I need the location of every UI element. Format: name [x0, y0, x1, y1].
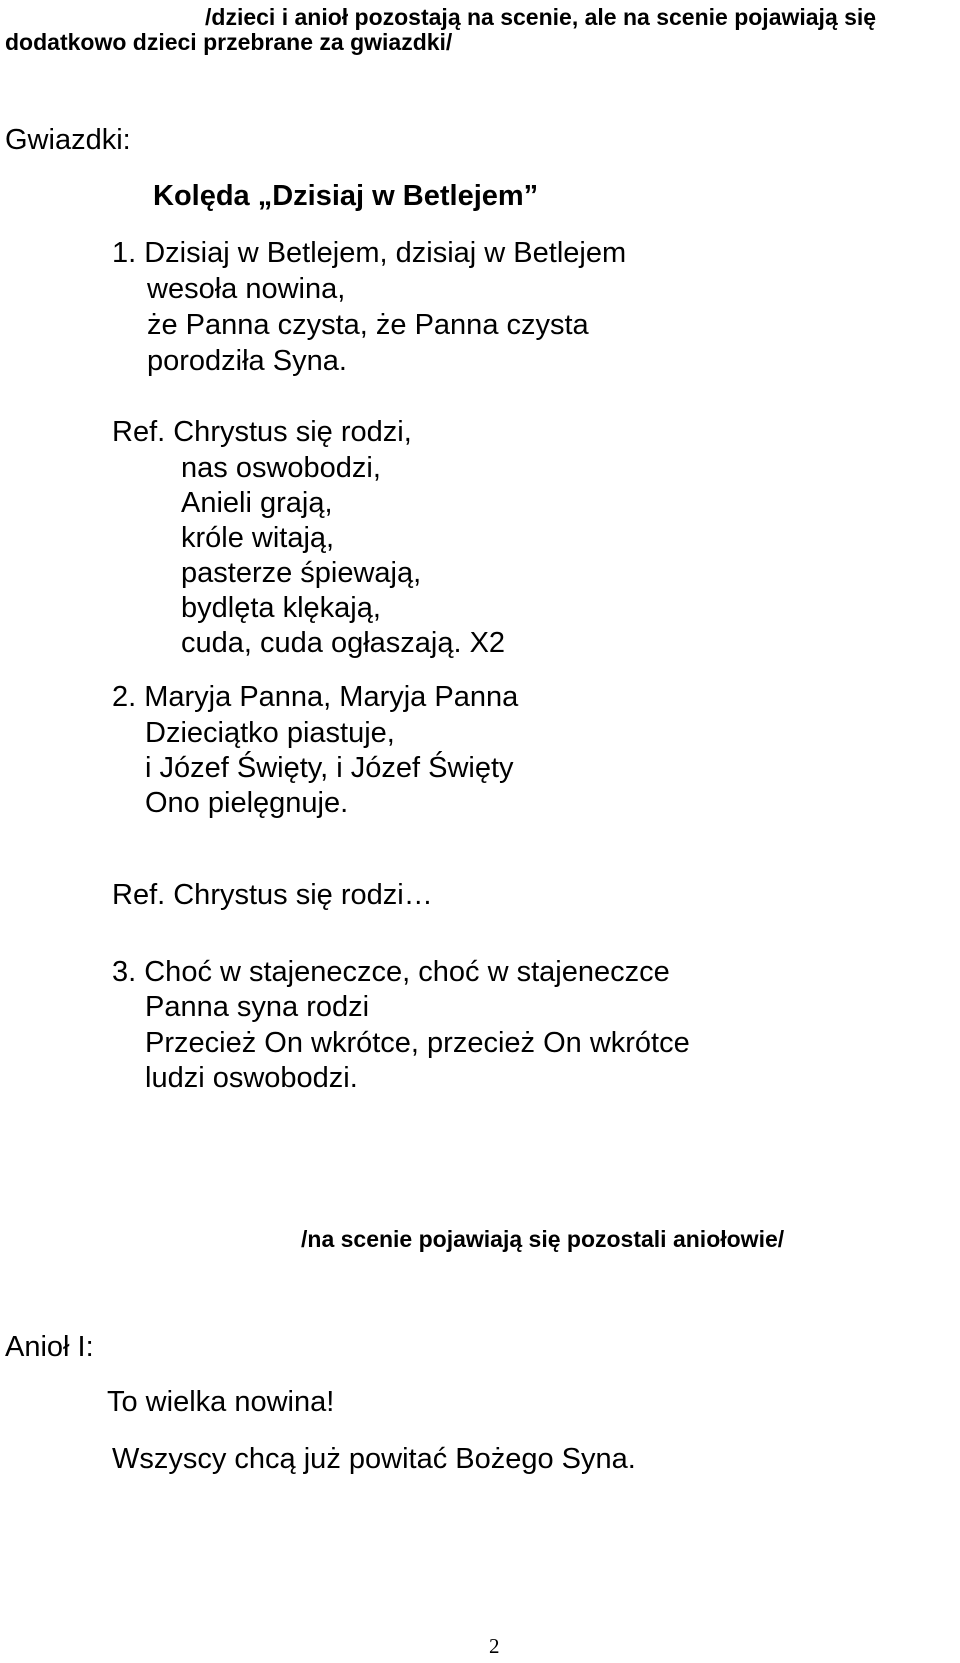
angel-line-1: To wielka nowina! — [107, 1386, 335, 1418]
carol-title: Kolęda „Dzisiaj w Betlejem” — [153, 180, 539, 212]
angel-line-2: Wszyscy chcą już powitać Bożego Syna. — [112, 1443, 636, 1475]
refrain-line-2: nas oswobodzi, — [181, 452, 381, 484]
refrain-line-3: Anieli grają, — [181, 487, 333, 519]
stage-direction-line-1: /dzieci i anioł pozostają na scenie, ale na scenie pojawiają się — [205, 4, 877, 30]
verse-1-line-3: że Panna czysta, że Panna czysta — [147, 309, 589, 341]
page-number: 2 — [489, 1634, 500, 1658]
verse-1-line-4: porodziła Syna. — [147, 345, 347, 377]
verse-2-line-2: Dzieciątko piastuje, — [145, 717, 395, 749]
stage-direction-2: /na scenie pojawiają się pozostali aniołowie/ — [301, 1226, 785, 1252]
refrain-line-7: cuda, cuda ogłaszają. X2 — [181, 627, 506, 659]
refrain-line-1: Ref. Chrystus się rodzi, — [112, 416, 412, 448]
refrain-line-4: króle witają, — [181, 522, 335, 554]
verse-3-line-2: Panna syna rodzi — [145, 991, 370, 1023]
refrain-line-6: bydlęta klękają, — [181, 592, 381, 624]
refrain-short: Ref. Chrystus się rodzi… — [112, 879, 433, 911]
stage-direction-line-2: dodatkowo dzieci przebrane za gwiazdki/ — [5, 29, 453, 55]
verse-3-line-4: ludzi oswobodzi. — [145, 1062, 358, 1094]
speaker-stars: Gwiazdki: — [5, 124, 131, 156]
verse-1-line-2: wesoła nowina, — [147, 273, 346, 305]
verse-1-line-1: 1. Dzisiaj w Betlejem, dzisiaj w Betlejem — [112, 237, 627, 269]
verse-3-line-3: Przecież On wkrótce, przecież On wkrótce — [145, 1027, 690, 1059]
verse-2-line-3: i Józef Święty, i Józef Święty — [145, 752, 514, 784]
verse-2-line-1: 2. Maryja Panna, Maryja Panna — [112, 681, 519, 713]
speaker-angel: Anioł I: — [5, 1331, 94, 1363]
verse-2-line-4: Ono pielęgnuje. — [145, 787, 349, 819]
verse-3-line-1: 3. Choć w stajeneczce, choć w stajeneczce — [112, 956, 670, 988]
refrain-line-5: pasterze śpiewają, — [181, 557, 422, 589]
